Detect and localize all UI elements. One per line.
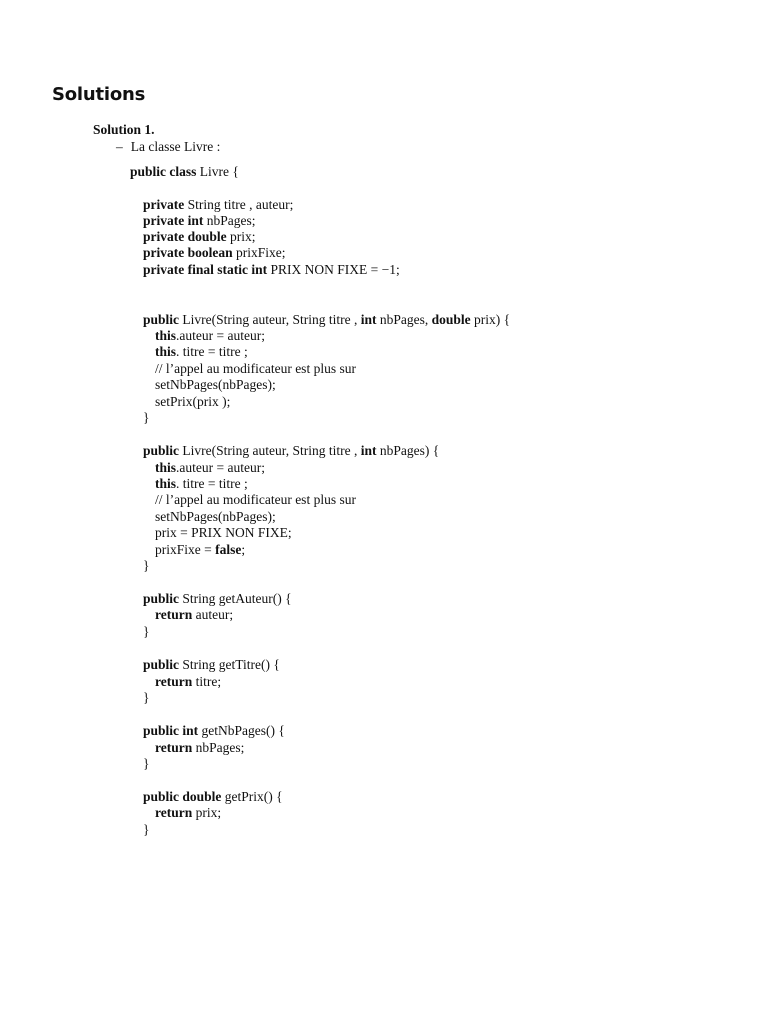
code-keyword: private int bbox=[143, 213, 204, 228]
code-keyword: public bbox=[143, 312, 180, 327]
code-text: prixFixe; bbox=[232, 245, 286, 260]
code-keyword: public int bbox=[143, 723, 199, 738]
code-keyword: return bbox=[155, 740, 193, 755]
code-line-return bbox=[155, 740, 244, 756]
code-line-method-signature bbox=[143, 723, 285, 739]
code-text: String getTitre() { bbox=[179, 657, 280, 672]
code-line-field bbox=[143, 262, 400, 278]
code-line-field bbox=[143, 213, 256, 229]
code-keyword: public bbox=[143, 443, 180, 458]
code-close-brace: } bbox=[143, 756, 150, 771]
code-close-brace: } bbox=[143, 624, 150, 639]
code-keyword: int bbox=[360, 443, 377, 458]
code-text: nbPages) { bbox=[376, 443, 440, 458]
code-keyword: private final static int bbox=[143, 262, 268, 277]
code-text: . titre = titre ; bbox=[176, 344, 248, 359]
code-line-field bbox=[143, 245, 286, 261]
code-text: auteur; bbox=[192, 607, 234, 622]
bullet-dash: – bbox=[116, 139, 123, 154]
code-line: setNbPages(nbPages); bbox=[155, 509, 276, 524]
code-text: nbPages; bbox=[203, 213, 256, 228]
code-keyword: public double bbox=[143, 789, 222, 804]
code-keyword: this bbox=[155, 476, 177, 491]
code-line bbox=[155, 328, 265, 344]
solution-label: Solution 1. bbox=[93, 122, 155, 137]
code-line-ctor1-signature bbox=[143, 312, 510, 328]
code-text: . titre = titre ; bbox=[176, 476, 248, 491]
code-keyword: this bbox=[155, 328, 177, 343]
code-keyword: public bbox=[143, 657, 180, 672]
code-close-brace: } bbox=[143, 558, 150, 573]
code-text: Livre(String auteur, String titre , bbox=[179, 443, 361, 458]
code-keyword: this bbox=[155, 460, 177, 475]
code-keyword: false bbox=[215, 542, 242, 557]
code-keyword: double bbox=[431, 312, 471, 327]
code-close-brace: } bbox=[143, 690, 150, 705]
code-line bbox=[155, 542, 245, 558]
code-line-return bbox=[155, 805, 221, 821]
code-text: .auteur = auteur; bbox=[176, 328, 265, 343]
code-keyword: return bbox=[155, 805, 193, 820]
code-line bbox=[155, 460, 265, 476]
code-text: Livre { bbox=[196, 164, 239, 179]
code-comment: // l’appel au modificateur est plus sur bbox=[155, 361, 356, 376]
code-text: String getAuteur() { bbox=[179, 591, 292, 606]
code-line: prix = PRIX NON FIXE; bbox=[155, 525, 292, 540]
code-line-field bbox=[143, 229, 256, 245]
code-line-class-decl bbox=[130, 164, 239, 180]
code-line-field bbox=[143, 197, 293, 213]
code-keyword: private bbox=[143, 197, 185, 212]
code-text: ; bbox=[241, 542, 246, 557]
code-text: titre; bbox=[192, 674, 222, 689]
code-close-brace: } bbox=[143, 822, 150, 837]
code-line-ctor2-signature bbox=[143, 443, 439, 459]
code-text: PRIX NON FIXE = −1; bbox=[267, 262, 400, 277]
code-text: getNbPages() { bbox=[198, 723, 285, 738]
code-keyword: private double bbox=[143, 229, 227, 244]
code-text: prix; bbox=[226, 229, 256, 244]
code-keyword: this bbox=[155, 344, 177, 359]
code-text: Livre(String auteur, String titre , bbox=[179, 312, 361, 327]
code-keyword: return bbox=[155, 607, 193, 622]
code-text: String titre , auteur; bbox=[184, 197, 294, 212]
code-line: setNbPages(nbPages); bbox=[155, 377, 276, 392]
code-comment: // l’appel au modificateur est plus sur bbox=[155, 492, 356, 507]
code-close-brace: } bbox=[143, 410, 150, 425]
code-line bbox=[155, 344, 248, 360]
code-line-method-signature bbox=[143, 591, 292, 607]
code-text: nbPages; bbox=[192, 740, 245, 755]
code-text: nbPages, bbox=[376, 312, 432, 327]
code-keyword: int bbox=[360, 312, 377, 327]
code-text: .auteur = auteur; bbox=[176, 460, 265, 475]
section-title: Solutions bbox=[52, 84, 146, 105]
code-text: prix; bbox=[192, 805, 222, 820]
code-line-method-signature bbox=[143, 789, 283, 805]
code-keyword: return bbox=[155, 674, 193, 689]
code-keyword: public bbox=[143, 591, 180, 606]
code-line-return bbox=[155, 674, 221, 690]
code-text: prix) { bbox=[470, 312, 511, 327]
code-keyword: public class bbox=[130, 164, 197, 179]
code-line: setPrix(prix ); bbox=[155, 394, 231, 409]
bullet-text: La classe Livre : bbox=[130, 139, 221, 154]
code-line-return bbox=[155, 607, 233, 623]
code-text: getPrix() { bbox=[221, 789, 283, 804]
code-line-method-signature bbox=[143, 657, 280, 673]
code-line bbox=[155, 476, 248, 492]
code-text: prixFixe = bbox=[155, 542, 216, 557]
code-keyword: private boolean bbox=[143, 245, 233, 260]
